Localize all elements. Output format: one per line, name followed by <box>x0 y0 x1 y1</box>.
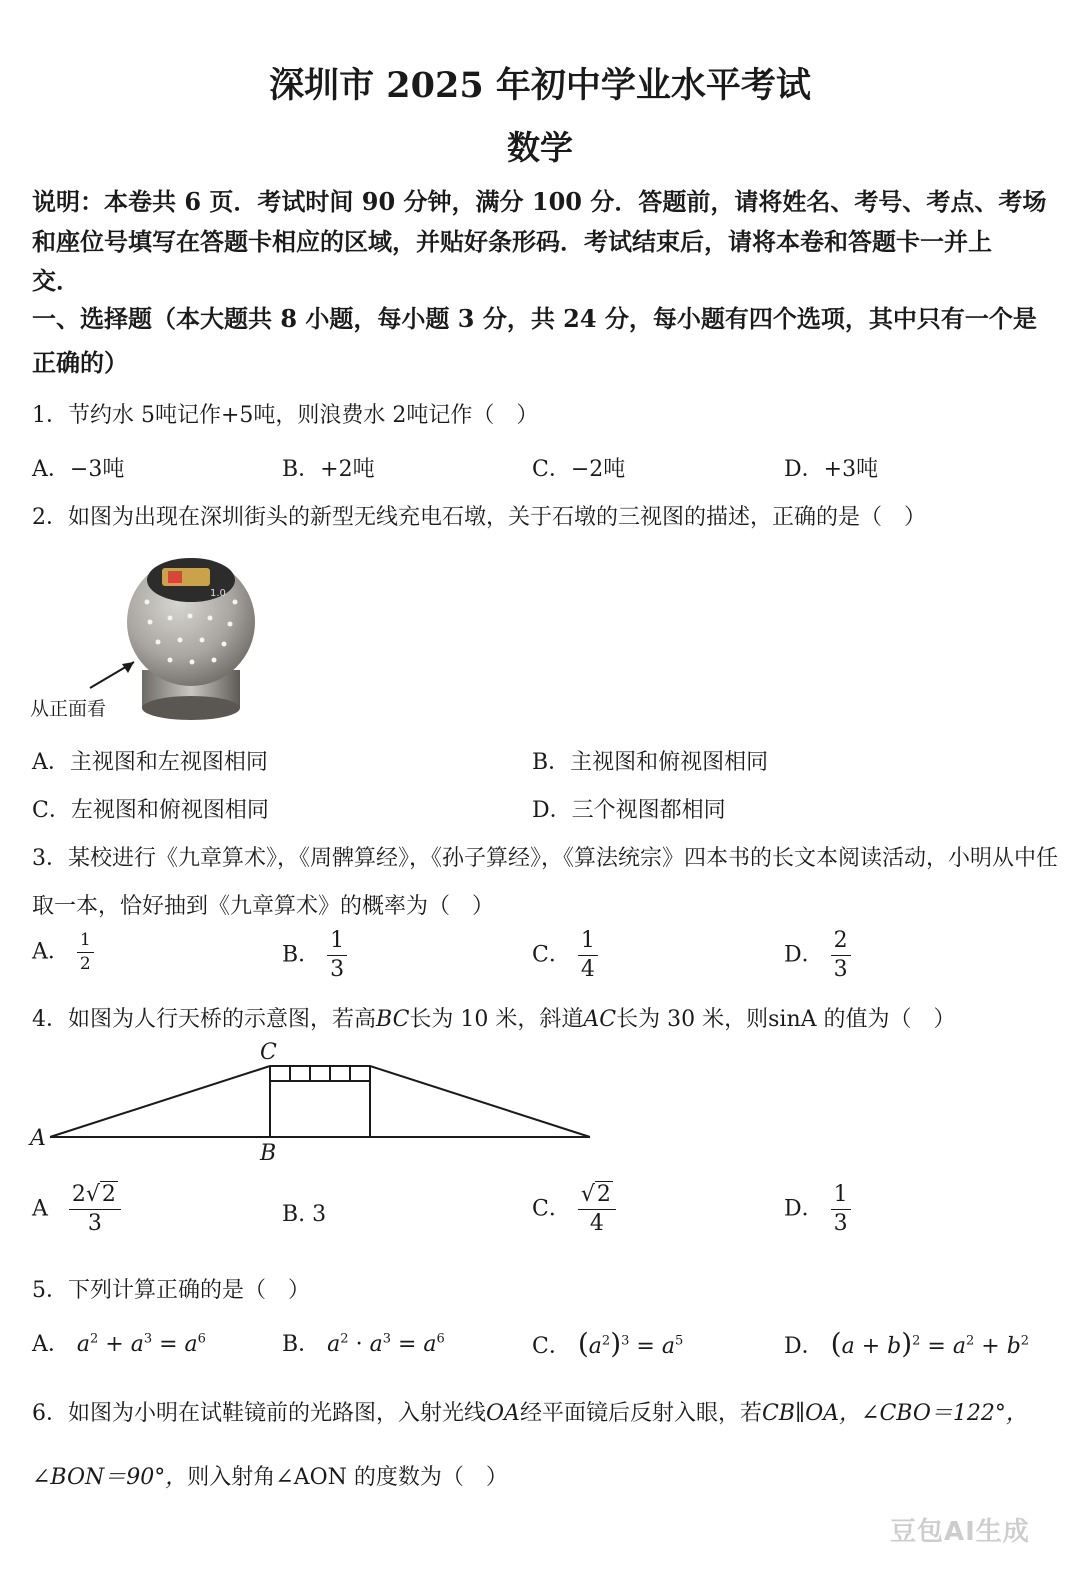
exam-title: 深圳市 2025 年初中学业水平考试 <box>269 65 811 106</box>
q4-a-denominator: 3 <box>87 1211 102 1236</box>
q6-stem-post: 则入射角∠AON 的度数为（ ） <box>187 1465 508 1490</box>
q5-option-d: D． $(a + b)^2 = a^2 + b^2$ <box>784 1327 1030 1360</box>
instructions-line-1: 说明：本卷共 6 页．考试时间 90 分钟，满分 100 分．答题前，请将姓名、考号、考点、考场 <box>32 187 1047 216</box>
q3-option-c-fraction <box>578 930 598 981</box>
section-1-header-cont: 正确的） <box>32 348 128 377</box>
svg-text:1.0: 1.0 <box>210 588 226 599</box>
q3-stem-line-1: 3．某校进行《九章算术》，《周髀算经》，《孙子算经》，《算法统宗》四本书的长文本阅读活动，小明从中任 <box>32 846 1059 871</box>
instructions-line-2: 和座位号填写在答题卡相应的区域，并贴好条形码．考试结束后，请将本卷和答题卡一并上 <box>32 227 992 256</box>
q3-option-c <box>532 930 598 981</box>
q2-option-c: C．左视图和俯视图相同 <box>32 798 269 823</box>
q5-stem: 5．下列计算正确的是（ ） <box>32 1278 310 1303</box>
q4-stem-bc: BC <box>376 1007 410 1032</box>
q6-stem-condition-1: CB∥OA，∠CBO＝122°， <box>761 1401 1028 1426</box>
q4-option-a-label: A <box>32 1196 48 1222</box>
q4-d-denominator: 3 <box>833 1211 848 1236</box>
q3-b-denominator: 3 <box>330 957 345 982</box>
q2-figure-caption: 从正面看 <box>30 698 107 720</box>
q6-stem-mid: 经平面镜后反射入眼，若 <box>519 1401 762 1426</box>
q4-stem-mid: 长为 10 米，斜道 <box>409 1007 584 1032</box>
q5-option-a: A． $a^2 + a^3 = a^6$ <box>32 1331 206 1357</box>
q6-stem-pre: 6．如图为小明在试鞋镜前的光路图，入射光线 <box>32 1401 486 1426</box>
q4-option-d <box>784 1184 851 1235</box>
q4-c-numerator: √2 <box>578 1184 616 1210</box>
q4-stem-pre: 4．如图为人行天桥的示意图，若高 <box>32 1007 376 1032</box>
q5-option-c-label: C． <box>532 1334 571 1359</box>
q4-ramp-right <box>370 1066 590 1137</box>
q4-option-a-fraction <box>69 1184 121 1235</box>
q4-footbridge-figure <box>25 1040 605 1170</box>
q4-option-c-fraction <box>578 1184 616 1235</box>
q1-option-c: C．−2吨 <box>532 457 626 482</box>
q1-option-a: A．−3吨 <box>32 457 125 482</box>
q2-option-d: D．三个视图都相同 <box>532 798 726 823</box>
q3-option-b <box>282 930 347 981</box>
q3-option-d-fraction <box>831 930 851 981</box>
q4-stem-post: 长为 30 米，则sinA 的值为（ ） <box>616 1007 956 1032</box>
q3-option-a-label: A． <box>32 939 70 965</box>
q3-option-d <box>784 930 851 981</box>
q6-stem-condition-2: ∠BON＝90°， <box>32 1465 188 1490</box>
q5-option-c: C． $(a^2)^3 = a^5$ <box>532 1327 684 1360</box>
q1-option-d: D．+3吨 <box>784 457 879 482</box>
q3-a-denominator: 2 <box>79 954 91 974</box>
q2-option-b: B．主视图和俯视图相同 <box>532 750 769 775</box>
q3-d-denominator: 3 <box>833 957 848 982</box>
q3-option-c-label: C． <box>532 942 571 968</box>
instructions-line-3: 交． <box>32 266 80 295</box>
q5-option-b-label: B． <box>282 1332 321 1357</box>
section-1-header: 一、选择题（本大题共 8 小题，每小题 3 分，共 24 分，每小题有四个选项，其中只有一个是 <box>32 304 1037 333</box>
q1-option-b: B．+2吨 <box>282 457 375 482</box>
q3-option-a-fraction <box>77 932 94 973</box>
q3-option-a <box>32 932 94 973</box>
q4-option-d-fraction <box>831 1184 851 1235</box>
q3-a-numerator: 1 <box>77 932 94 953</box>
q5-option-a-label: A． <box>32 1332 70 1357</box>
q5-option-d-label: D． <box>784 1334 824 1359</box>
q4-a-numerator: 2√2 <box>69 1184 121 1210</box>
q4-a-radicand: 2 <box>101 1182 116 1207</box>
q4-option-c-label: C． <box>532 1196 571 1222</box>
q4-stem-ac: AC <box>583 1007 617 1032</box>
ai-watermark: 豆包AI生成 <box>890 1517 1030 1547</box>
q1-stem: 1．节约水 5吨记作+5吨，则浪费水 2吨记作（ ） <box>32 403 539 428</box>
q4-option-d-label: D． <box>784 1196 824 1222</box>
q3-c-numerator: 1 <box>578 930 598 956</box>
q3-option-d-label: D． <box>784 942 824 968</box>
q4-option-c <box>532 1184 616 1235</box>
q2-option-a: A．主视图和左视图相同 <box>32 750 268 775</box>
q4-point-c-label: C <box>260 1040 277 1065</box>
q4-c-denominator: 4 <box>589 1211 604 1236</box>
q3-option-b-fraction <box>327 930 347 981</box>
q3-stem-line-2: 取一本，恰好抽到《九章算术》的概率为（ ） <box>32 894 495 919</box>
q4-point-a-label: A <box>30 1126 46 1151</box>
q6-stem-oa: OA <box>486 1401 520 1426</box>
q4-option-a <box>32 1184 121 1235</box>
q4-d-numerator: 1 <box>831 1184 851 1210</box>
q3-b-numerator: 1 <box>327 930 347 956</box>
q3-c-denominator: 4 <box>580 957 595 982</box>
q2-stem: 2．如图为出现在深圳街头的新型无线充电石墩，关于石墩的三视图的描述，正确的是（ ） <box>32 505 927 530</box>
q4-stem <box>32 1002 956 1033</box>
q3-option-b-label: B． <box>282 942 321 968</box>
subject-title: 数学 <box>507 128 573 167</box>
q4-point-b-label: B <box>260 1141 277 1166</box>
q6-stem-line-1 <box>32 1396 1028 1427</box>
q3-d-numerator: 2 <box>831 930 851 956</box>
q5-option-b: B． $a^2 \cdot a^3 = a^6$ <box>282 1331 445 1357</box>
q4-a-coefficient: 2 <box>71 1182 86 1207</box>
q4-c-radicand: 2 <box>596 1182 611 1207</box>
q4-ramp-ac <box>50 1066 270 1137</box>
q4-option-b: B. 3 <box>282 1202 327 1227</box>
q6-stem-line-2 <box>32 1460 508 1491</box>
